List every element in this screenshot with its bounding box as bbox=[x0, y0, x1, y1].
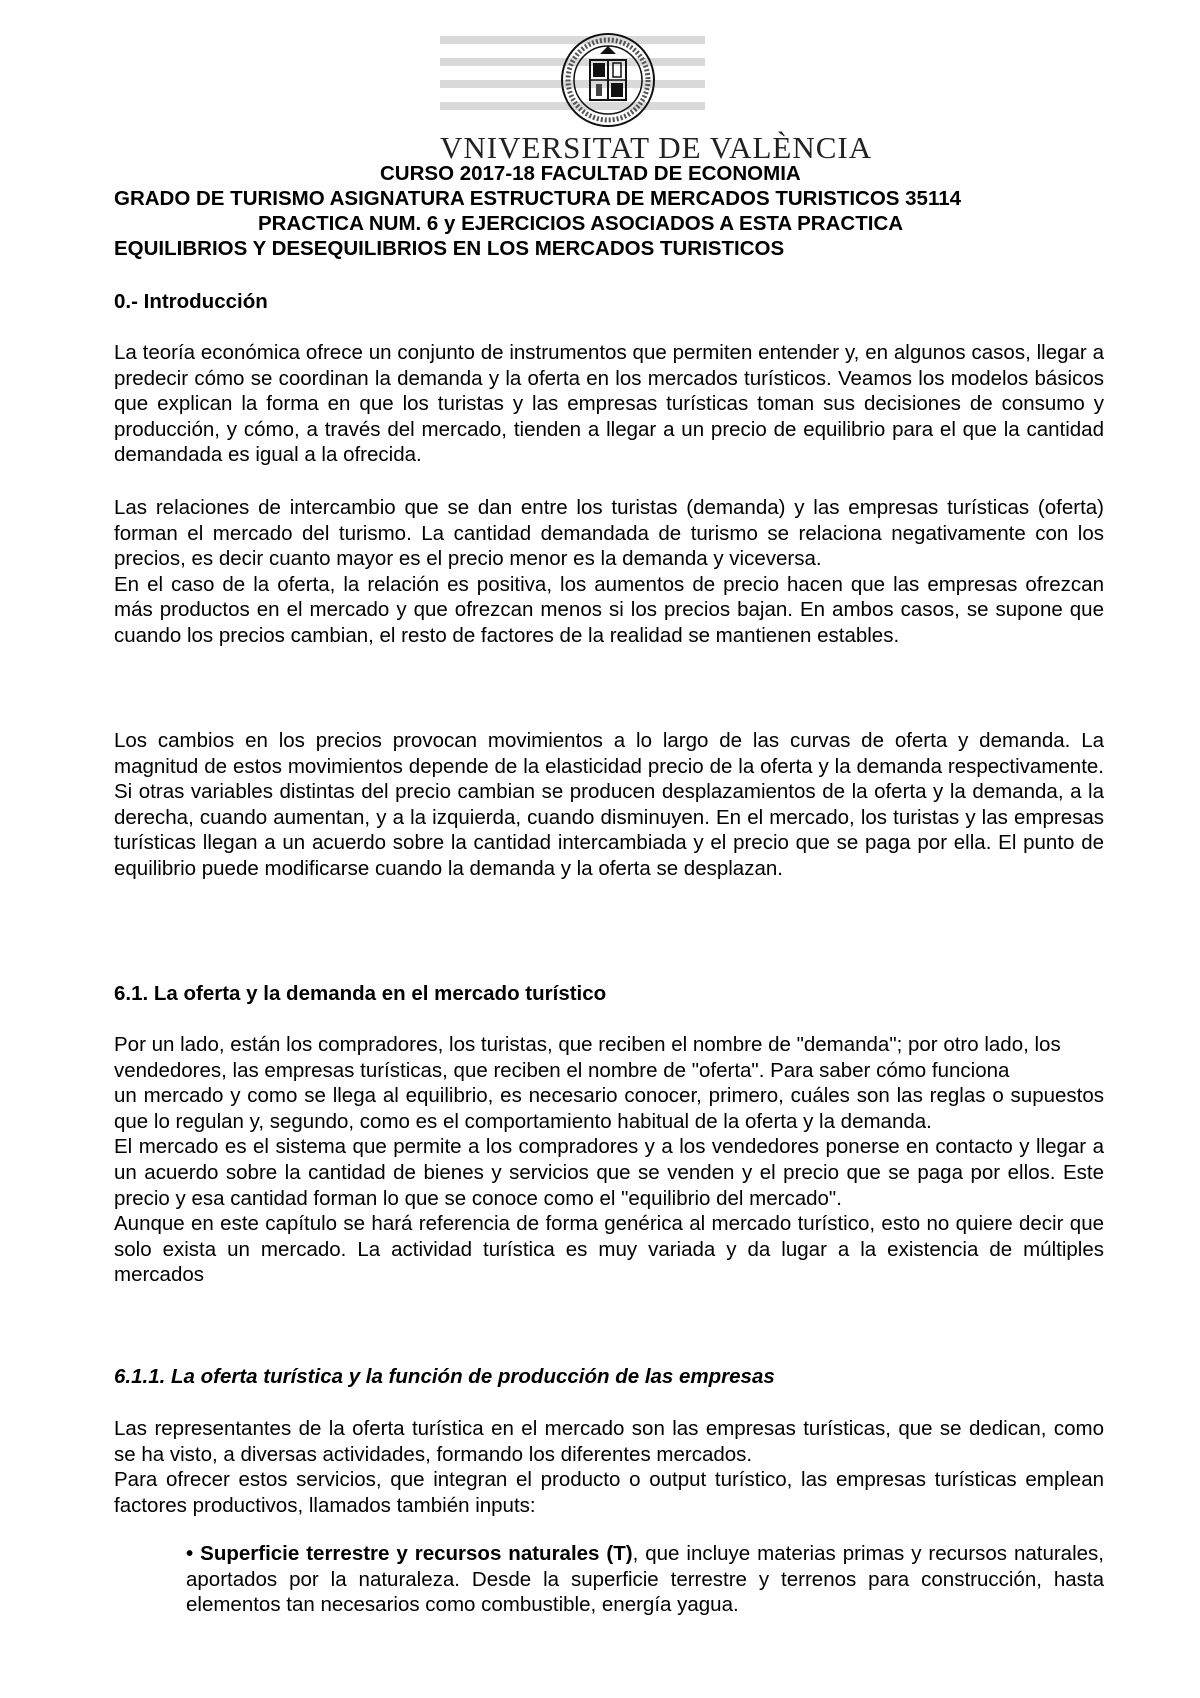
paragraph-text: Aunque en este capítulo se hará referencia de forma genérica al mercado turístico, esto no quiere decir que solo exista un mercado. La actividad turística es muy variada y da lugar a la existencia de múltiples mercados bbox=[114, 1212, 1104, 1287]
intro-paragraph-1 bbox=[114, 340, 1104, 468]
course-title: CURSO 2017-18 FACULTAD DE ECONOMIA bbox=[380, 162, 801, 185]
intro-heading: 0.- Introducción bbox=[114, 290, 268, 313]
paragraph-text: Los cambios en los precios provocan movimientos a lo largo de las curvas de oferta y demanda. La magnitud de estos movimientos depende de la elasticidad precio de la oferta y la demanda respectivamente. Si otras variables distintas del precio cambian se producen desplazamientos de la oferta y la demanda, a la derecha, cuando aumentan, y a la izquierda, cuando disminuyen. En el mercado, los turistas y las empresas turísticas llegan a un acuerdo sobre la cantidad intercambiada y el precio que se paga por ella. El punto de equilibrio puede modificarse cuando la demanda y la oferta se desplazan. bbox=[114, 729, 1104, 880]
paragraph-text: Para ofrecer estos servicios, que integran el producto o output turístico, las empresas turísticas emplean factores productivos, llamados también inputs: bbox=[114, 1468, 1104, 1517]
document-subtitle: EQUILIBRIOS Y DESEQUILIBRIOS EN LOS MERCADOS TURISTICOS bbox=[114, 237, 785, 260]
practice-title: PRACTICA NUM. 6 y EJERCICIOS ASOCIADOS A ESTA PRACTICA bbox=[258, 212, 904, 235]
intro-paragraph-2 bbox=[114, 495, 1104, 649]
bullet-marker: • bbox=[186, 1542, 194, 1565]
section-6-1-1-heading: 6.1.1. La oferta turística y la función de producción de las empresas bbox=[114, 1365, 775, 1388]
university-logo bbox=[440, 32, 873, 165]
degree-subject-line: GRADO DE TURISMO ASIGNATURA ESTRUCTURA DE MERCADOS TURISTICOS 35114 bbox=[114, 187, 962, 210]
university-logo-text: VNIVERSITAT DE VALÈNCIA bbox=[440, 130, 873, 165]
section-6-1-1-body bbox=[114, 1416, 1104, 1518]
paragraph-text: un mercado y como se llega al equilibrio, es necesario conocer, primero, cuáles son las reglas o supuestos que lo regulan y, segundo, como es el comportamiento habitual de la oferta y la demanda. bbox=[114, 1084, 1104, 1133]
bullet-term: Superficie terrestre y recursos naturales (T) bbox=[200, 1542, 633, 1565]
intro-paragraph-4 bbox=[114, 728, 1104, 882]
paragraph-text: El mercado es el sistema que permite a los compradores y a los vendedores ponerse en contacto y llegar a un acuerdo sobre la cantidad de bienes y servicios que se venden y el precio que se paga por ellos. Este precio y esa cantidad forman lo que se conoce como el "equilibrio del mercado". bbox=[114, 1135, 1104, 1210]
paragraph-text: Las representantes de la oferta turística en el mercado son las empresas turísticas, que se dedican, como se ha visto, a diversas actividades, formando los diferentes mercados. bbox=[114, 1417, 1104, 1466]
section-6-1-heading: 6.1. La oferta y la demanda en el mercado turístico bbox=[114, 982, 607, 1005]
paragraph-text: En el caso de la oferta, la relación es positiva, los aumentos de precio hacen que las empresas ofrezcan más productos en el mercado y que ofrezcan menos si los precios bajan. En ambos casos, se supone que cuando los precios cambian, el resto de factores de la realidad se mantienen estables. bbox=[114, 572, 1104, 647]
paragraph-text: Por un lado, están los compradores, los turistas, que reciben el nombre de "demanda"; por otro lado, los vendedores, las empresas turísticas, que reciben el nombre de "oferta". Para saber cómo funciona bbox=[114, 1033, 1061, 1082]
paragraph-text: Las relaciones de intercambio que se dan entre los turistas (demanda) y las empresas turísticas (oferta) forman el mercado del turismo. La cantidad demandada de turismo se relaciona negativamente con los precios, es decir cuanto mayor es el precio menor es la demanda y viceversa. bbox=[114, 496, 1104, 571]
list-item bbox=[186, 1541, 1104, 1618]
bullet-description: , que incluye materias primas y recursos naturales, aportados por la naturaleza. Desde la superficie terrestre y terrenos para construcción, hasta elementos tan necesarios como combustible, energía yagua. bbox=[186, 1542, 1104, 1617]
university-seal-icon bbox=[560, 32, 656, 128]
paragraph-text: La teoría económica ofrece un conjunto de instrumentos que permiten entender y, en algunos casos, llegar a predecir cómo se coordinan la demanda y la oferta en los mercados turísticos. Veamos los modelos básicos que explican la forma en que los turistas y las empresas turísticas toman sus decisiones de consumo y producción, y cómo, a través del mercado, tienden a llegar a un precio de equilibrio para el que la cantidad demandada es igual a la ofrecida. bbox=[114, 341, 1104, 467]
section-6-1-body bbox=[114, 1032, 1104, 1288]
